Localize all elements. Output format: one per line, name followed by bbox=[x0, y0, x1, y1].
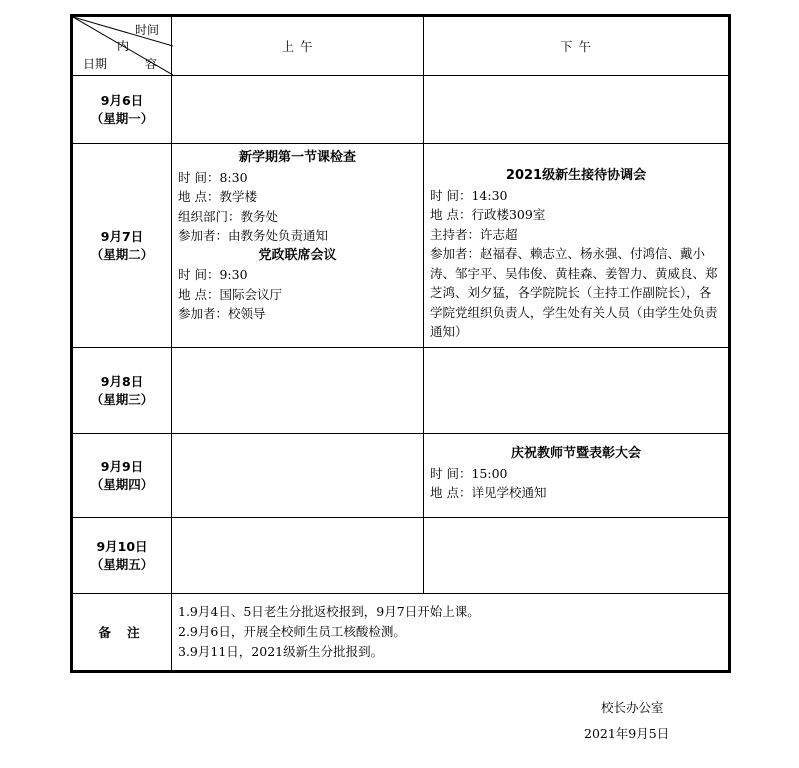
note-item: 1.9月4日、5日老生分批返校报到，9月7日开始上课。 bbox=[178, 604, 480, 619]
date-label: 9月8日 bbox=[100, 373, 144, 389]
afternoon-cell bbox=[424, 434, 730, 518]
event-title: 2021级新生接待协调会 bbox=[505, 168, 647, 183]
date-label: 9月9日 bbox=[100, 458, 144, 474]
date-label: 9月6日 bbox=[100, 92, 144, 108]
event-place: 地 点：行政楼309室 bbox=[430, 207, 546, 222]
event-title: 新学期第一节课检查 bbox=[238, 150, 356, 165]
notes-label: 备 注 bbox=[72, 594, 172, 672]
morning-cell bbox=[172, 144, 424, 348]
event-host: 主持者：许志超 bbox=[430, 226, 518, 242]
date-cell bbox=[72, 348, 172, 434]
day-row bbox=[72, 518, 730, 594]
weekday-label: （星期二） bbox=[90, 246, 154, 262]
notes-row bbox=[72, 594, 730, 672]
day-row bbox=[72, 434, 730, 518]
event-participants: 参加者：赵福春、赖志立、杨永强、付鸿信、戴小涛、邹宇平、吴伟俊、黄桂森、姜智力、黄威良、郑芝鸿、刘夕猛，各学院院长（主持工作副院长），各学院党组织负责人，学生处有关人员（由学生处负责通知） bbox=[430, 246, 718, 339]
morning-cell bbox=[172, 348, 424, 434]
event-time: 时 间：14:30 bbox=[430, 187, 508, 203]
afternoon-cell bbox=[424, 76, 730, 144]
weekday-label: （星期一） bbox=[90, 110, 154, 126]
weekday-label: （星期四） bbox=[90, 476, 154, 492]
event-time: 时 间：9:30 bbox=[178, 267, 248, 282]
afternoon-cell bbox=[424, 348, 730, 434]
corner-content-label-a: 内 bbox=[117, 39, 130, 53]
morning-cell bbox=[172, 76, 424, 144]
day-row bbox=[72, 348, 730, 434]
morning-cell bbox=[172, 518, 424, 594]
event-title: 党政联席会议 bbox=[258, 247, 337, 263]
event-place: 地 点：教学楼 bbox=[178, 189, 257, 204]
day-row bbox=[72, 76, 730, 144]
weekday-label: （星期三） bbox=[90, 391, 154, 407]
event-organizer: 组织部门：教务处 bbox=[178, 208, 279, 224]
morning-header: 上 午 bbox=[172, 16, 424, 76]
date-cell bbox=[72, 518, 172, 594]
date-label: 9月7日 bbox=[100, 228, 144, 244]
header-row bbox=[72, 16, 730, 76]
event-title: 庆祝教师节暨表彰大会 bbox=[510, 446, 641, 461]
corner-content-label-b: 容 bbox=[144, 57, 157, 71]
event-place: 地 点：详见学校通知 bbox=[430, 485, 547, 500]
corner-date-label: 日期 bbox=[83, 57, 108, 71]
notes-cell bbox=[172, 594, 730, 672]
schedule-table bbox=[70, 14, 731, 673]
date-cell bbox=[72, 76, 172, 144]
corner-header-cell bbox=[72, 16, 172, 76]
afternoon-cell bbox=[424, 144, 730, 348]
note-item: 3.9月11日，2021级新生分批报到。 bbox=[178, 644, 384, 659]
corner-time-label: 时间 bbox=[134, 23, 159, 37]
event-participants: 参加者：校领导 bbox=[178, 306, 266, 321]
afternoon-header: 下 午 bbox=[424, 16, 730, 76]
event-place: 地 点：国际会议厅 bbox=[178, 286, 282, 302]
note-item: 2.9月6日，开展全校师生员工核酸检测。 bbox=[178, 624, 406, 639]
issuing-office: 校长办公室 bbox=[601, 700, 664, 715]
event-time: 时 间：15:00 bbox=[430, 465, 508, 481]
date-label: 9月10日 bbox=[96, 538, 148, 554]
morning-cell bbox=[172, 434, 424, 518]
event-participants: 参加者：由教务处负责通知 bbox=[178, 228, 329, 243]
date-cell bbox=[72, 434, 172, 518]
weekday-label: （星期五） bbox=[90, 556, 154, 572]
afternoon-cell bbox=[424, 518, 730, 594]
date-cell bbox=[72, 144, 172, 348]
issue-date: 2021年9月5日 bbox=[584, 726, 670, 741]
day-row bbox=[72, 144, 730, 348]
event-time: 时 间：8:30 bbox=[178, 169, 248, 185]
